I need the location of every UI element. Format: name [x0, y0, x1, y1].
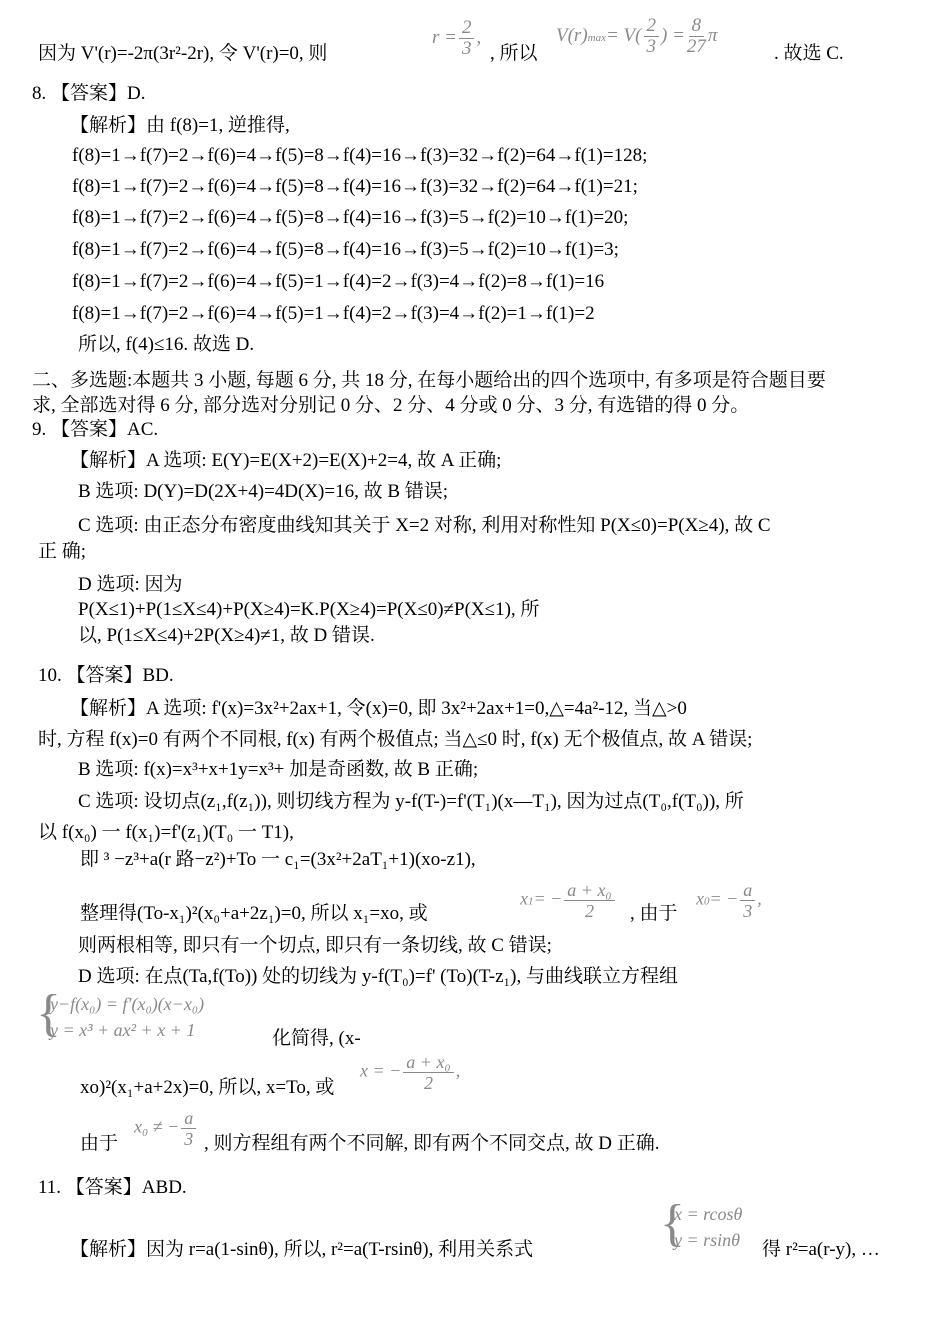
formula-part: , [455, 1060, 461, 1081]
text-line: f(8)=1→f(7)=2→f(6)=4→f(5)=1→f(4)=2→f(3)=4→f(2)=1→f(1)=2 [72, 303, 595, 324]
formula-part: y−f(x₀) = f′(x₀)(x−x₀) [50, 994, 205, 1014]
text-line: xo)²(x₁+a+2x)=0, 所以, x=To, 或 [80, 1077, 335, 1098]
formula-part: x = rcosθ [674, 1204, 743, 1224]
text-line: C 选项: 设切点(z₁,f(z₁)), 则切线方程为 y-f(T-)=f'(T₁)(x—T₁), 因为过点(T₀,f(T₀)), 所 [78, 791, 744, 812]
formula-part: x [520, 888, 528, 909]
section-heading: 二、多选题:本题共 3 小题, 每题 6 分, 共 18 分, 在每小题给出的四个选项中, 有多项是符合题目要 [32, 370, 826, 391]
answer-heading: 9. 【答案】AC. [32, 419, 159, 440]
text-line: P(X≤1)+P(1≤X≤4)+P(X≥4)=K.P(X≥4)=P(X≤0)≠P(X≤1), 所 [78, 599, 540, 620]
text-line: , 所以 [490, 43, 538, 64]
answer-heading: 8. 【答案】D. [32, 83, 146, 104]
formula-part: = V( [605, 24, 642, 46]
text-line: 以, P(1≤X≤4)+2P(X≥4)≠1, 故 D 错误. [78, 625, 375, 646]
text-line: 【解析】A 选项: E(Y)=E(X+2)=E(X)+2=4, 故 A 正确; [70, 450, 502, 471]
text-line: 时, 方程 f(x)=0 有两个不同根, f(x) 有两个极值点; 当△≤0 时, f(x) 无个极值点, 故 A 错误; [38, 729, 753, 750]
text-line: 整理得(To-x₁)²(x₀+a+2z₁)=0, 所以 x₁=xo, 或 [80, 903, 428, 924]
formula-part: x [696, 888, 704, 909]
formula-r [432, 18, 481, 59]
equation-system [36, 985, 266, 1046]
text-line: f(8)=1→f(7)=2→f(6)=4→f(5)=8→f(4)=16→f(3)=5→f(2)=10→f(1)=20; [72, 207, 629, 228]
formula-part: max [587, 31, 606, 44]
text-line: f(8)=1→f(7)=2→f(6)=4→f(5)=8→f(4)=16→f(3)=5→f(2)=10→f(1)=3; [72, 239, 619, 260]
formula-part: r = [432, 26, 457, 48]
formula-vmax [556, 16, 717, 57]
fraction: $\frac{\text{a + x₀}}{2}$ [564, 880, 614, 921]
text-line: f(8)=1→f(7)=2→f(6)=4→f(5)=1→f(4)=2→f(3)=4→f(2)=8→f(1)=16 [72, 271, 605, 292]
formula-x [360, 1052, 460, 1093]
fraction: $\frac{2}{3}$ [459, 18, 475, 59]
text-line: 得 r²=a(r-y), … [762, 1239, 880, 1260]
formula-part: 1 [528, 895, 534, 908]
formula-part: x₀ ≠ − [134, 1116, 180, 1137]
text-line: D 选项: 因为 [78, 574, 183, 595]
formula-part: , [757, 888, 762, 909]
formula-part: 0 [704, 895, 710, 908]
formula-part: , [476, 26, 482, 48]
formula-part: = − [709, 888, 739, 909]
text-line: 所以, f(4)≤16. 故选 D. [78, 334, 255, 355]
equation-system [660, 1195, 760, 1256]
text-line: 即 ³ −z³+a(r 路−z²)+To 一 c₁=(3x²+2aT₁+1)(xo-z1), [80, 849, 476, 870]
answer-heading: 11. 【答案】ABD. [38, 1177, 187, 1198]
text-line: f(8)=1→f(7)=2→f(6)=4→f(5)=8→f(4)=16→f(3)=32→f(2)=64→f(1)=21; [72, 176, 638, 197]
fraction: $\frac{a}{3}$ [740, 880, 755, 921]
fraction: $\frac{2}{3}$ [644, 16, 660, 57]
answer-heading: 10. 【答案】BD. [38, 665, 174, 686]
text-line: D 选项: 在点(Ta,f(To)) 处的切线为 y-f(T₀)=f' (To)(T-z₁), 与曲线联立方程组 [78, 966, 678, 987]
text-line: 化简得, (x- [272, 1028, 361, 1049]
text-line: 以 f(x₀) 一 f(x₁)=f'(z₁)(T₀ 一 T1), [38, 822, 294, 843]
text-line: B 选项: D(Y)=D(2X+4)=4D(X)=16, 故 B 错误; [78, 481, 449, 502]
formula-part: π [707, 24, 718, 46]
brace-glyph: { [660, 1195, 685, 1252]
fraction: $\frac{8}{27}$ [686, 15, 706, 57]
formula-x0 [696, 880, 762, 921]
text-line: . 故选 C. [774, 43, 844, 64]
text-line: 正 确; [38, 541, 87, 562]
text-line: C 选项: 由正态分布密度曲线知其关于 X=2 对称, 利用对称性知 P(X≤0)=P(X≥4), 故 C [78, 515, 771, 536]
formula-part: x = − [360, 1060, 402, 1081]
text-line: 因为 V'(r)=-2π(3r²-2r), 令 V'(r)=0, 则 [38, 43, 328, 64]
formula-part: V(r) [556, 24, 588, 46]
fraction: $\frac{\text{a + x₀}}{2}$ [403, 1052, 453, 1093]
text-line: 【解析】A 选项: f'(x)=3x²+2ax+1, 令(x)=0, 即 3x²+2ax+1=0,△=4a²-12, 当△>0 [70, 698, 687, 719]
formula-x0-ne [134, 1108, 198, 1149]
text-line: f(8)=1→f(7)=2→f(6)=4→f(5)=8→f(4)=16→f(3)=32→f(2)=64→f(1)=128; [72, 145, 648, 166]
fraction: $\frac{a}{3}$ [181, 1108, 196, 1149]
brace-glyph: { [36, 985, 61, 1042]
formula-part: y = x³ + ax² + x + 1 [50, 1020, 196, 1040]
text-line: 则两根相等, 即只有一个切点, 即只有一条切线, 故 C 错误; [78, 935, 552, 956]
text-line: 求, 全部选对得 6 分, 部分选对分别记 0 分、2 分、4 分或 0 分、3 分, 有选错的得 0 分。 [32, 395, 750, 416]
formula-part: = − [533, 888, 563, 909]
formula-part: ) = [661, 24, 685, 46]
formula-x1 [520, 880, 617, 921]
text-line: B 选项: f(x)=x³+x+1y=x³+ 加是奇函数, 故 B 正确; [78, 759, 479, 780]
text-line: , 则方程组有两个不同解, 即有两个不同交点, 故 D 正确. [204, 1133, 660, 1154]
text-line: 【解析】因为 r=a(1-sinθ), 所以, r²=a(T-rsinθ), 利用关系式 [70, 1239, 534, 1260]
formula-part: y = rsinθ [674, 1230, 740, 1250]
text-line: , 由于 [630, 903, 678, 924]
text-line: 【解析】由 f(8)=1, 逆推得, [70, 115, 290, 136]
text-line: 由于 [80, 1133, 119, 1154]
